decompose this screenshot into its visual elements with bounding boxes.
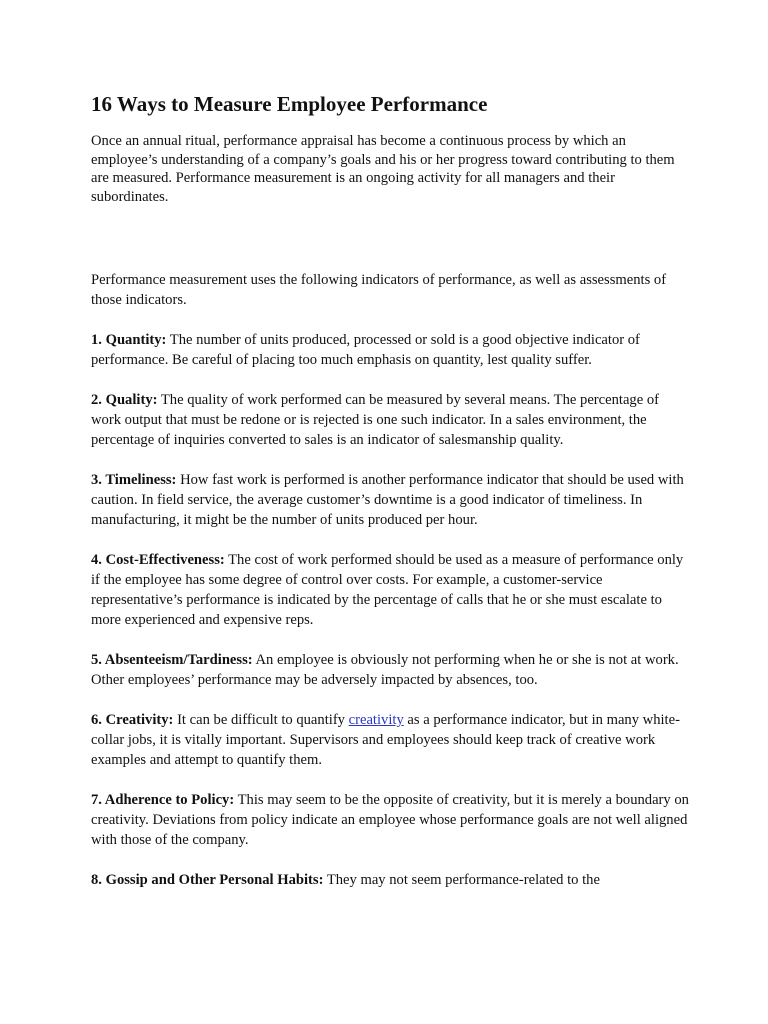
item-text: The cost of work performed should be used as a measure of performance only if the employee has some degree of control over costs. For example, a customer-service representative’s performance is indicated by the percentage of calls that he or she must escalate to more experienced and expensive reps. (91, 552, 684, 628)
item-text: How fast work is performed is another performance indicator that should be used with caution. In field service, the average customer’s downtime is a good indicator of timeliness. In manufacturing, it might be the number of units produced per hour. (91, 472, 684, 528)
item-heading: 2. Quality: (91, 392, 158, 408)
item-text: This may seem to be the opposite of creativity, but it is merely a boundary on creativity. Deviations from policy indicate an employee whose performance goals are not well aligned with those of the company. (91, 792, 689, 848)
item-text: The number of units produced, processed or sold is a good objective indicator of performance. Be careful of placing too much emphasis on quantity, lest quality suffer. (91, 332, 640, 368)
item-heading: 8. Gossip and Other Personal Habits: (91, 872, 324, 888)
indicators-intro-paragraph: Performance measurement uses the following indicators of performance, as well as assessments of those indicators. (91, 272, 667, 308)
item-timeliness (91, 470, 691, 530)
intro-paragraph: Once an annual ritual, performance appraisal has become a continuous process by which an employee’s understanding of a company’s goals and his or her progress toward contributing to them are measured. Performance measurement is an ongoing activity for all managers and their subordinates. (91, 133, 675, 205)
item-absenteeism (91, 650, 691, 690)
item-heading: 5. Absenteeism/Tardiness: (91, 652, 253, 668)
item-gossip (91, 870, 691, 890)
item-quantity (91, 330, 691, 370)
item-heading: 4. Cost-Effectiveness: (91, 552, 225, 568)
item-adherence-to-policy (91, 790, 691, 850)
item-quality (91, 390, 691, 450)
item-text-after-link: as a performance indicator, but in many white-collar jobs, it is vitally important. Supervisors and employees should keep track of creative work examples and attempt to quantify them. (91, 712, 680, 768)
creativity-link[interactable]: creativity (348, 712, 404, 728)
item-heading: 1. Quantity: (91, 332, 167, 348)
item-heading: 7. Adherence to Policy: (91, 792, 235, 808)
item-creativity (91, 710, 691, 770)
item-heading: 6. Creativity: (91, 712, 174, 728)
item-text: They may not seem performance-related to the (326, 872, 600, 888)
item-cost-effectiveness (91, 550, 691, 630)
item-text: The quality of work performed can be measured by several means. The percentage of work output that must be redone or is rejected is one such indicator. In a sales environment, the percentage of inquiries converted to sales is an indicator of salesmanship quality. (91, 392, 660, 448)
document-title: 16 Ways to Measure Employee Performance (91, 92, 488, 116)
item-text-before-link: It can be difficult to quantify (177, 712, 345, 728)
document-body (91, 270, 691, 910)
item-heading: 3. Timeliness: (91, 472, 177, 488)
item-text: An employee is obviously not performing when he or she is not at work. Other employees’ performance may be adversely impacted by absences, too. (91, 652, 679, 688)
